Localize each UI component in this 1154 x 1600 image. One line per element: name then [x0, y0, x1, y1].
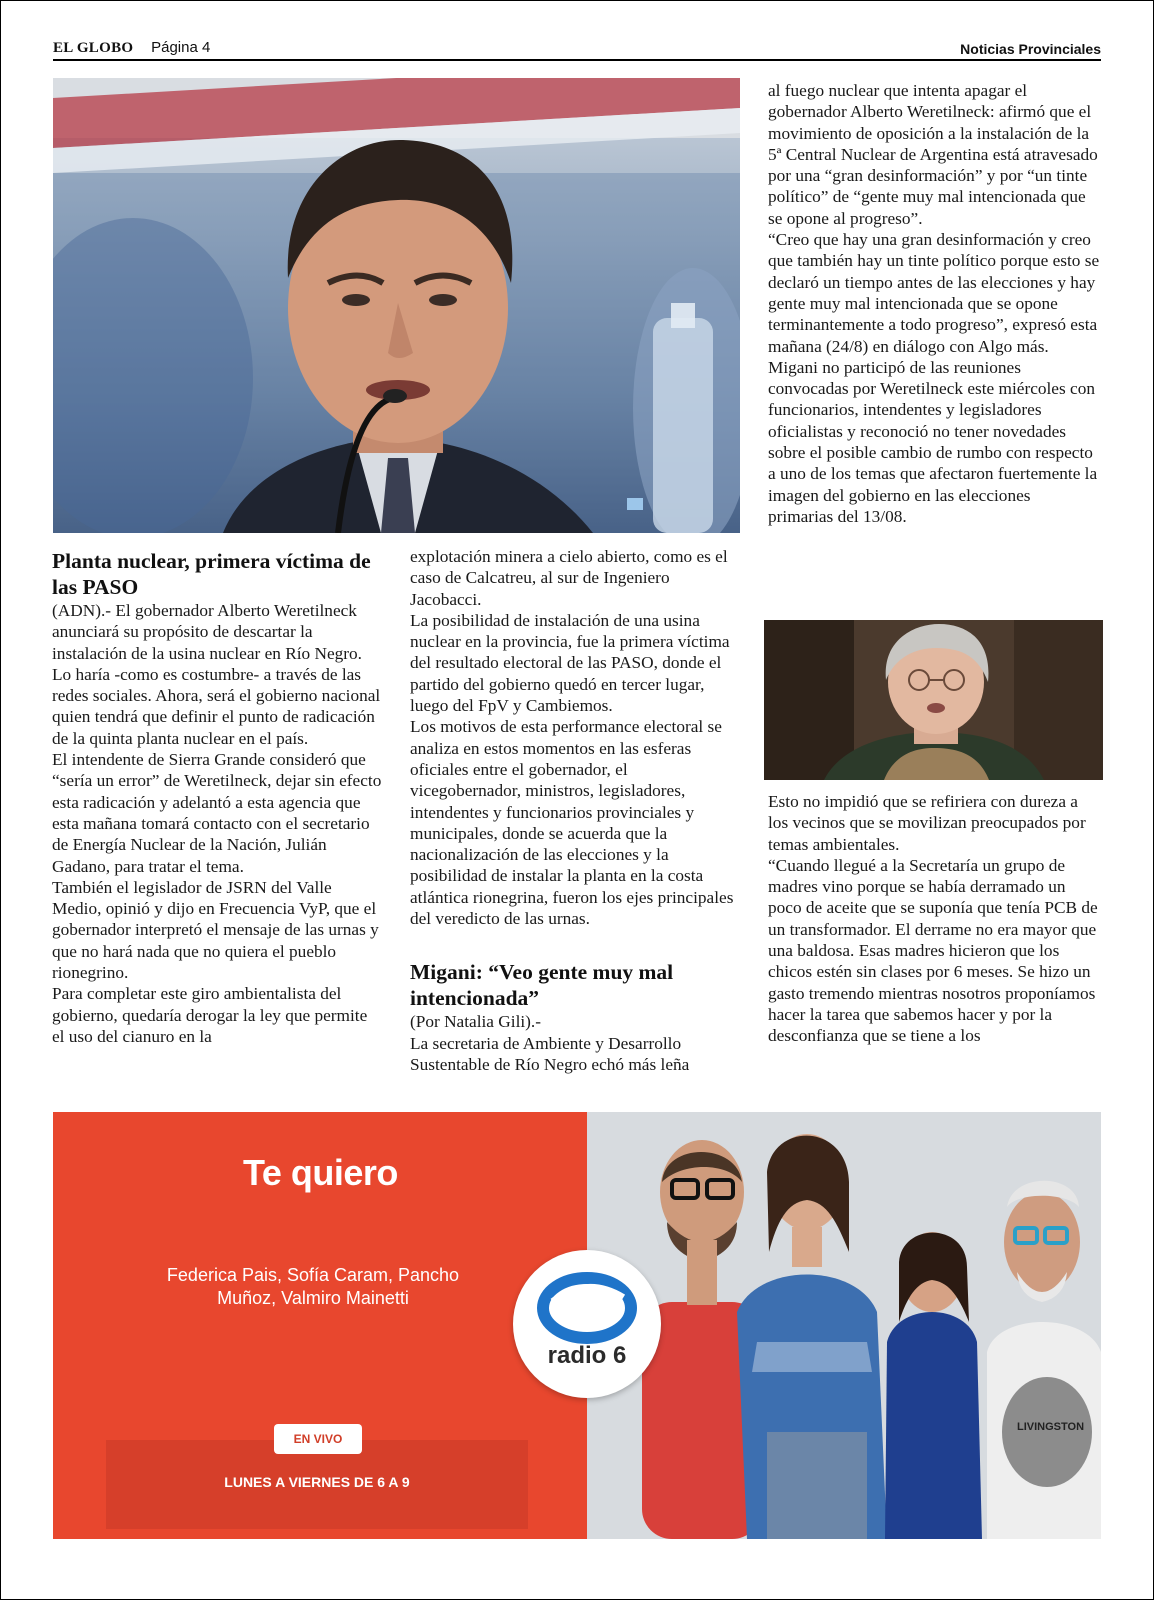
page-number: Página 4 [151, 39, 211, 56]
section-title: Noticias Provinciales [960, 41, 1101, 57]
article-paragraph: Para completar este giro ambientalista del gobierno, quedaría derogar la ley que permite el uso del cianuro en la [52, 984, 368, 1046]
article-paragraph: El intendente de Sierra Grande consideró que “sería un error” de Weretilneck, dejar sin efecto esta radicación y adelantó a esta agencia que esta mañana tomará contacto con el secretario de Energía Nuclear de la Nación, Julián Gadano, para tratar el tema. [52, 750, 382, 876]
ad-schedule: LUNES A VIERNES DE 6 A 9 [224, 1474, 410, 1490]
article2-headline: Migani: “Veo gente muy mal intencionada” [410, 960, 674, 1011]
radio-logo [513, 1250, 661, 1398]
migani-photo-illustration [764, 620, 1103, 780]
article-headline: Planta nuclear, primera víctima de las PASO [52, 549, 371, 599]
article-paragraph: “Cuando llegué a la Secretaría un grupo de madres vino porque se había derramado un poco de aceite que se suponía que tenía PCB de un transformador. El derrame no era mayor que una baldosa. Esas madres hicieron que los chicos estén sin clases por 6 meses. Se hizo un gasto tremendo mientras nosotros proponíamos hacer la tarea que sabemos hacer y por la desconfianza que se tiene a los [768, 855, 1098, 1046]
radio-advertisement [53, 1112, 1101, 1539]
article-paragraph: Migani no participó de las reuniones convocadas por Weretilneck este miércoles con funcionarios, intendentes y legisladores oficialistas y reconoció no tener novedades sobre el posible cambio de rumbo con respecto a uno de los temas que afectaron fuertemente la imagen del gobierno en las elecciones primarias del 13/08. [768, 357, 1098, 526]
article-paragraph: explotación minera a cielo abierto, como es el caso de Calcatreu, al sur de Ingeniero Jacobacci. [410, 547, 728, 609]
ad-show-title: Te quiero [243, 1152, 398, 1193]
article-paragraph: La posibilidad de instalación de una usina nuclear en la provincia, fue la primera víctima del resultado electoral de las PASO, donde el partido del gobierno quedó en tercer lugar, luego del FpV y Cambiemos. [410, 610, 730, 716]
article-paragraph: Esto no impidió que se refiriera con dureza a los vecinos que se movilizan preocupados por temas ambientales. [768, 792, 1086, 854]
article-paragraph: La secretaria de Ambiente y Desarrollo Sustentable de Río Negro echó más leña [410, 1033, 690, 1074]
article-paragraph: Los motivos de esta performance electoral se analiza en estos momentos en las esferas oficiales entre el gobernador, el vicegobernador, ministros, legisladores, intendentes y funcionarios provinciales y municipales, donde se acuerda que la nacionalización de las elecciones y la posibilidad de instalar la planta en la costa atlántica rionegrina, fueron los ejes principales del veredicto de las urnas. [410, 717, 734, 929]
article-paragraph: “Creo que hay una gran desinformación y creo que también hay un tinte político porque esto se declaró un tiempo antes de las elecciones y hay gente muy mal intencionada que se opone terminantemente a todo progreso”, expresó esta mañana (24/8) en diálogo con Algo más. [768, 230, 1100, 356]
shirt-print-text: LIVINGSTON [1017, 1421, 1085, 1433]
article-column-2 [410, 546, 742, 1075]
article2-byline: (Por Natalia Gili).- [410, 1012, 542, 1032]
live-button[interactable]: EN VIVO [274, 1424, 362, 1454]
migani-photo [764, 620, 1103, 780]
article-paragraph: También el legislador de JSRN del Valle Medio, opinió y dijo en Frecuencia VyP, que el gobernador interpretó el mensaje de las urnas y que no hará nada que no quiera el pueblo rionegrino. [52, 877, 379, 983]
radio-logo-icon [513, 1250, 661, 1398]
page-header-left [53, 39, 210, 57]
article-paragraph: (ADN).- El gobernador Alberto Weretilneck anunciará su propósito de descartar la instalación de la usina nuclear en Río Negro. Lo haría -como es costumbre- a través de las redes sociales. Ahora, será el gobierno nacional quien tendrá que definir el punto de radicación de la quinta planta nuclear en el país. [52, 601, 381, 748]
article-paragraph: al fuego nuclear que intenta apagar el gobernador Alberto Weretilneck: afirmó que el movimiento de oposición a la instalación de la 5ª Central Nuclear de Argentina está atravesado por una “gran desinformación” y por “un tinte político” de “gente muy mal intencionada que se opone al progreso”. [768, 81, 1098, 228]
ad-host-names: Federica Pais, Sofía Caram, Pancho Muñoz, Valmiro Mainetti [166, 1265, 460, 1308]
hosts-illustration [587, 1112, 1101, 1539]
article-column-1 [52, 546, 382, 1047]
header-rule [53, 59, 1101, 61]
ad-hosts-photo [587, 1112, 1101, 1539]
governor-photo-illustration [53, 78, 740, 533]
publication-name: EL GLOBO [53, 40, 134, 56]
article-column-3-bottom [768, 791, 1100, 1047]
article-column-3-top [768, 80, 1100, 527]
radio-logo-label: radio 6 [547, 1342, 627, 1369]
governor-photo [53, 78, 740, 533]
